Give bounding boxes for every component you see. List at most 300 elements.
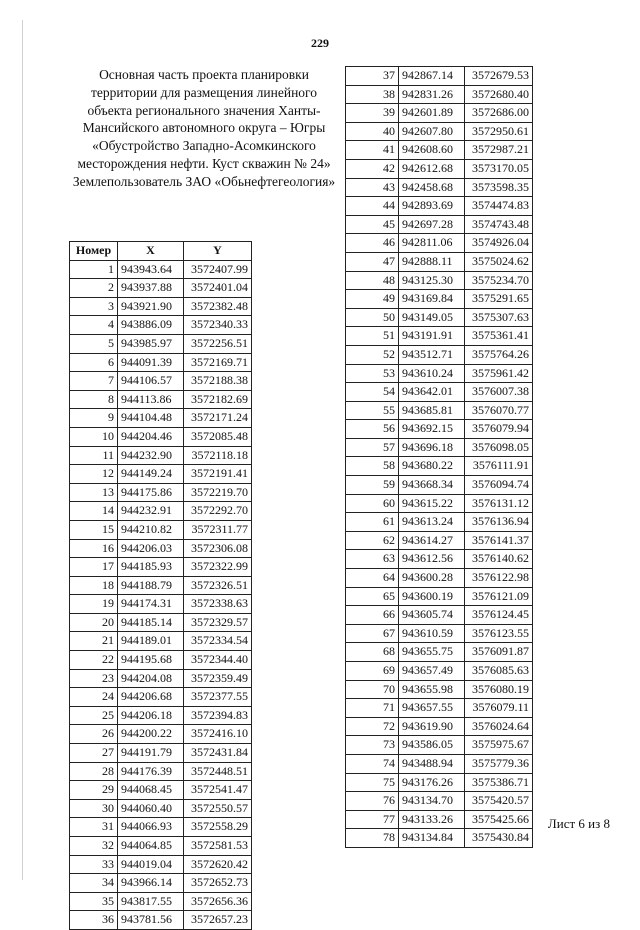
cell-number: 20 — [70, 613, 118, 632]
cell-number: 16 — [70, 539, 118, 558]
cell-x: 942458.68 — [399, 178, 465, 197]
table-row — [70, 483, 252, 502]
cell-x: 942811.06 — [399, 234, 465, 253]
cell-y: 3572448.51 — [184, 762, 252, 781]
cell-y: 3576079.94 — [465, 420, 533, 439]
cell-x: 943685.81 — [399, 401, 465, 420]
coordinates-table-left — [69, 241, 252, 930]
cell-number: 58 — [346, 457, 399, 476]
table-row — [346, 606, 533, 625]
table-row — [346, 327, 533, 346]
table-row — [70, 576, 252, 595]
table-row — [346, 438, 533, 457]
table-row — [346, 290, 533, 309]
table-row — [346, 531, 533, 550]
header-y: Y — [184, 242, 252, 261]
cell-y: 3572338.63 — [184, 595, 252, 614]
table-row — [346, 717, 533, 736]
cell-y: 3572987.21 — [465, 141, 533, 160]
cell-x: 943586.05 — [399, 736, 465, 755]
cell-y: 3576098.05 — [465, 438, 533, 457]
cell-number: 70 — [346, 680, 399, 699]
cell-number: 36 — [70, 911, 118, 930]
cell-y: 3574926.04 — [465, 234, 533, 253]
cell-number: 1 — [70, 260, 118, 279]
cell-y: 3575975.67 — [465, 736, 533, 755]
cell-number: 8 — [70, 390, 118, 409]
cell-x: 944210.82 — [118, 520, 184, 539]
cell-x: 942608.60 — [399, 141, 465, 160]
cell-y: 3574743.48 — [465, 215, 533, 234]
cell-y: 3576121.09 — [465, 587, 533, 606]
cell-y: 3572306.08 — [184, 539, 252, 558]
table-row — [70, 688, 252, 707]
cell-y: 3575234.70 — [465, 271, 533, 290]
table-row — [70, 520, 252, 539]
table-row — [70, 558, 252, 577]
cell-x: 944188.79 — [118, 576, 184, 595]
cell-x: 943605.74 — [399, 606, 465, 625]
table-row — [346, 792, 533, 811]
cell-y: 3572322.99 — [184, 558, 252, 577]
cell-number: 15 — [70, 520, 118, 539]
cell-x: 943512.71 — [399, 345, 465, 364]
cell-y: 3576140.62 — [465, 550, 533, 569]
sheet-counter: Лист 6 из 8 — [547, 816, 610, 831]
table-row — [70, 762, 252, 781]
cell-number: 72 — [346, 717, 399, 736]
cell-y: 3576080.19 — [465, 680, 533, 699]
cell-x: 944232.90 — [118, 446, 184, 465]
cell-x: 943134.84 — [399, 829, 465, 848]
cell-y: 3572394.83 — [184, 706, 252, 725]
cell-y: 3572326.51 — [184, 576, 252, 595]
cell-y: 3575361.41 — [465, 327, 533, 346]
table-row — [70, 409, 252, 428]
cell-y: 3576024.64 — [465, 717, 533, 736]
cell-x: 942888.11 — [399, 252, 465, 271]
cell-y: 3572686.00 — [465, 104, 533, 123]
cell-number: 75 — [346, 773, 399, 792]
cell-number: 41 — [346, 141, 399, 160]
cell-number: 38 — [346, 85, 399, 104]
cell-x: 943169.84 — [399, 290, 465, 309]
table-row — [346, 754, 533, 773]
cell-number: 18 — [70, 576, 118, 595]
table-row — [70, 632, 252, 651]
cell-y: 3576007.38 — [465, 383, 533, 402]
cell-x: 944206.03 — [118, 539, 184, 558]
table-row — [70, 725, 252, 744]
cell-x: 942601.89 — [399, 104, 465, 123]
cell-number: 61 — [346, 513, 399, 532]
cell-x: 942867.14 — [399, 67, 465, 86]
cell-x: 943817.55 — [118, 892, 184, 911]
cell-x: 943191.91 — [399, 327, 465, 346]
table-row — [346, 85, 533, 104]
cell-y: 3572382.48 — [184, 297, 252, 316]
cell-number: 27 — [70, 744, 118, 763]
cell-x: 942697.28 — [399, 215, 465, 234]
table-row — [70, 372, 252, 391]
table-row — [346, 197, 533, 216]
cell-y: 3572657.23 — [184, 911, 252, 930]
cell-x: 943655.98 — [399, 680, 465, 699]
table-row — [70, 539, 252, 558]
cell-y: 3575430.84 — [465, 829, 533, 848]
table-row — [346, 364, 533, 383]
cell-number: 26 — [70, 725, 118, 744]
cell-y: 3575420.57 — [465, 792, 533, 811]
cell-number: 28 — [70, 762, 118, 781]
cell-number: 71 — [346, 699, 399, 718]
cell-x: 943614.27 — [399, 531, 465, 550]
cell-x: 944104.48 — [118, 409, 184, 428]
cell-x: 944204.08 — [118, 669, 184, 688]
cell-x: 943488.94 — [399, 754, 465, 773]
cell-x: 944064.85 — [118, 837, 184, 856]
table-row — [346, 829, 533, 848]
cell-y: 3572182.69 — [184, 390, 252, 409]
cell-number: 3 — [70, 297, 118, 316]
cell-x: 943612.56 — [399, 550, 465, 569]
table-row — [346, 420, 533, 439]
table-row — [346, 159, 533, 178]
cell-x: 942612.68 — [399, 159, 465, 178]
table-row — [70, 279, 252, 298]
cell-number: 51 — [346, 327, 399, 346]
table-row — [346, 643, 533, 662]
cell-x: 944206.18 — [118, 706, 184, 725]
cell-x: 943966.14 — [118, 874, 184, 893]
cell-number: 11 — [70, 446, 118, 465]
cell-x: 943610.59 — [399, 624, 465, 643]
cell-number: 67 — [346, 624, 399, 643]
cell-number: 30 — [70, 799, 118, 818]
table-row — [346, 457, 533, 476]
table-row — [70, 911, 252, 930]
cell-x: 943615.22 — [399, 494, 465, 513]
cell-x: 944191.79 — [118, 744, 184, 763]
table-row — [70, 353, 252, 372]
table-row — [346, 736, 533, 755]
cell-x: 943134.70 — [399, 792, 465, 811]
table-row — [346, 476, 533, 495]
cell-y: 3572188.38 — [184, 372, 252, 391]
document-heading: Основная часть проекта планировки территории для размещения линейного объекта регионального значения Ханты-Мансийского автономного округа – Югры «Обустройство Западно-Асомкинского месторождения нефти. Куст скважин № 24» Землепользователь ЗАО «Обьнефтегеология» — [72, 67, 336, 189]
cell-number: 17 — [70, 558, 118, 577]
cell-number: 22 — [70, 651, 118, 670]
cell-y: 3576070.77 — [465, 401, 533, 420]
cell-x: 942893.69 — [399, 197, 465, 216]
cell-y: 3574474.83 — [465, 197, 533, 216]
cell-x: 944091.39 — [118, 353, 184, 372]
table-row — [70, 297, 252, 316]
table-row — [70, 316, 252, 335]
cell-x: 944066.93 — [118, 818, 184, 837]
cell-y: 3572292.70 — [184, 502, 252, 521]
cell-x: 943657.49 — [399, 662, 465, 681]
cell-y: 3576136.94 — [465, 513, 533, 532]
cell-number: 54 — [346, 383, 399, 402]
cell-y: 3573598.35 — [465, 178, 533, 197]
cell-x: 943781.56 — [118, 911, 184, 930]
cell-x: 944175.86 — [118, 483, 184, 502]
table-row — [346, 67, 533, 86]
cell-number: 2 — [70, 279, 118, 298]
coordinates-table-right — [345, 66, 533, 848]
table-row — [346, 810, 533, 829]
cell-x: 943600.19 — [399, 587, 465, 606]
cell-y: 3575024.62 — [465, 252, 533, 271]
cell-number: 65 — [346, 587, 399, 606]
table-row — [346, 122, 533, 141]
cell-number: 35 — [70, 892, 118, 911]
cell-x: 943613.24 — [399, 513, 465, 532]
cell-number: 49 — [346, 290, 399, 309]
cell-y: 3576124.45 — [465, 606, 533, 625]
cell-y: 3572191.41 — [184, 465, 252, 484]
cell-x: 943696.18 — [399, 438, 465, 457]
cell-number: 76 — [346, 792, 399, 811]
cell-x: 944106.57 — [118, 372, 184, 391]
cell-number: 6 — [70, 353, 118, 372]
cell-x: 943680.22 — [399, 457, 465, 476]
cell-number: 12 — [70, 465, 118, 484]
cell-number: 42 — [346, 159, 399, 178]
cell-x: 944206.68 — [118, 688, 184, 707]
table-row — [70, 502, 252, 521]
cell-number: 78 — [346, 829, 399, 848]
table-row — [346, 699, 533, 718]
cell-x: 943668.34 — [399, 476, 465, 495]
cell-y: 3572652.73 — [184, 874, 252, 893]
cell-x: 943886.09 — [118, 316, 184, 335]
cell-x: 943692.15 — [399, 420, 465, 439]
cell-x: 943985.97 — [118, 334, 184, 353]
cell-x: 944185.93 — [118, 558, 184, 577]
cell-number: 29 — [70, 781, 118, 800]
cell-x: 944113.86 — [118, 390, 184, 409]
cell-y: 3575425.66 — [465, 810, 533, 829]
table-row — [346, 252, 533, 271]
cell-number: 56 — [346, 420, 399, 439]
cell-x: 944195.68 — [118, 651, 184, 670]
cell-number: 24 — [70, 688, 118, 707]
table-row — [346, 215, 533, 234]
cell-number: 32 — [70, 837, 118, 856]
cell-x: 943642.01 — [399, 383, 465, 402]
cell-y: 3576079.11 — [465, 699, 533, 718]
table-row — [70, 706, 252, 725]
cell-number: 77 — [346, 810, 399, 829]
cell-y: 3572256.51 — [184, 334, 252, 353]
table-row — [346, 550, 533, 569]
cell-x: 944189.01 — [118, 632, 184, 651]
table-row — [70, 781, 252, 800]
table-row — [346, 494, 533, 513]
cell-number: 55 — [346, 401, 399, 420]
cell-y: 3572340.33 — [184, 316, 252, 335]
cell-number: 44 — [346, 197, 399, 216]
cell-y: 3576091.87 — [465, 643, 533, 662]
table-row — [346, 587, 533, 606]
cell-number: 46 — [346, 234, 399, 253]
cell-number: 57 — [346, 438, 399, 457]
table-row — [346, 383, 533, 402]
cell-y: 3572656.36 — [184, 892, 252, 911]
cell-x: 943149.05 — [399, 308, 465, 327]
cell-x: 944149.24 — [118, 465, 184, 484]
cell-y: 3572344.40 — [184, 651, 252, 670]
cell-y: 3572679.53 — [465, 67, 533, 86]
cell-number: 10 — [70, 427, 118, 446]
cell-number: 52 — [346, 345, 399, 364]
cell-x: 943657.55 — [399, 699, 465, 718]
table-row — [346, 308, 533, 327]
cell-y: 3572416.10 — [184, 725, 252, 744]
cell-y: 3576111.91 — [465, 457, 533, 476]
table-row — [70, 595, 252, 614]
cell-x: 943937.88 — [118, 279, 184, 298]
cell-number: 34 — [70, 874, 118, 893]
cell-number: 21 — [70, 632, 118, 651]
cell-number: 5 — [70, 334, 118, 353]
cell-x: 944019.04 — [118, 855, 184, 874]
cell-number: 23 — [70, 669, 118, 688]
table-row — [70, 390, 252, 409]
cell-x: 943610.24 — [399, 364, 465, 383]
cell-number: 63 — [346, 550, 399, 569]
cell-number: 39 — [346, 104, 399, 123]
table-row — [70, 818, 252, 837]
cell-number: 73 — [346, 736, 399, 755]
table-row — [70, 892, 252, 911]
cell-number: 62 — [346, 531, 399, 550]
table-row — [346, 104, 533, 123]
table-row — [70, 651, 252, 670]
table-row — [70, 465, 252, 484]
table-row — [346, 569, 533, 588]
cell-y: 3575386.71 — [465, 773, 533, 792]
cell-y: 3575779.36 — [465, 754, 533, 773]
cell-x: 944068.45 — [118, 781, 184, 800]
cell-x: 943921.90 — [118, 297, 184, 316]
table-row — [70, 855, 252, 874]
cell-y: 3576094.74 — [465, 476, 533, 495]
cell-number: 50 — [346, 308, 399, 327]
table-row — [70, 446, 252, 465]
cell-y: 3572680.40 — [465, 85, 533, 104]
cell-y: 3572359.49 — [184, 669, 252, 688]
cell-number: 45 — [346, 215, 399, 234]
table-row — [70, 427, 252, 446]
cell-number: 14 — [70, 502, 118, 521]
cell-y: 3572407.99 — [184, 260, 252, 279]
cell-number: 4 — [70, 316, 118, 335]
header-x: X — [118, 242, 184, 261]
cell-number: 53 — [346, 364, 399, 383]
cell-number: 48 — [346, 271, 399, 290]
cell-number: 59 — [346, 476, 399, 495]
cell-number: 7 — [70, 372, 118, 391]
table-row — [346, 624, 533, 643]
table-row — [70, 260, 252, 279]
table-row — [346, 141, 533, 160]
cell-x: 944232.91 — [118, 502, 184, 521]
cell-y: 3576141.37 — [465, 531, 533, 550]
table-row — [70, 669, 252, 688]
cell-x: 942831.26 — [399, 85, 465, 104]
table-row — [346, 662, 533, 681]
table-row — [346, 234, 533, 253]
cell-number: 33 — [70, 855, 118, 874]
table-row — [346, 345, 533, 364]
table-row — [70, 744, 252, 763]
cell-x: 942607.80 — [399, 122, 465, 141]
cell-number: 9 — [70, 409, 118, 428]
cell-number: 47 — [346, 252, 399, 271]
cell-y: 3572541.47 — [184, 781, 252, 800]
cell-number: 31 — [70, 818, 118, 837]
cell-x: 944174.31 — [118, 595, 184, 614]
cell-y: 3572329.57 — [184, 613, 252, 632]
cell-number: 74 — [346, 754, 399, 773]
cell-x: 943125.30 — [399, 271, 465, 290]
cell-number: 37 — [346, 67, 399, 86]
header-number: Номер — [70, 242, 118, 261]
cell-x: 944204.46 — [118, 427, 184, 446]
cell-number: 64 — [346, 569, 399, 588]
table-row — [70, 837, 252, 856]
cell-number: 66 — [346, 606, 399, 625]
cell-x: 943619.90 — [399, 717, 465, 736]
cell-y: 3576085.63 — [465, 662, 533, 681]
cell-x: 943176.26 — [399, 773, 465, 792]
cell-y: 3572311.77 — [184, 520, 252, 539]
page-number: 229 — [311, 36, 329, 50]
cell-y: 3572171.24 — [184, 409, 252, 428]
cell-y: 3573170.05 — [465, 159, 533, 178]
cell-x: 944060.40 — [118, 799, 184, 818]
cell-y: 3572558.29 — [184, 818, 252, 837]
cell-y: 3572620.42 — [184, 855, 252, 874]
cell-number: 19 — [70, 595, 118, 614]
cell-number: 68 — [346, 643, 399, 662]
cell-x: 943943.64 — [118, 260, 184, 279]
cell-y: 3572334.54 — [184, 632, 252, 651]
cell-number: 43 — [346, 178, 399, 197]
cell-x: 943655.75 — [399, 643, 465, 662]
cell-x: 943133.26 — [399, 810, 465, 829]
cell-y: 3572169.71 — [184, 353, 252, 372]
cell-y: 3575961.42 — [465, 364, 533, 383]
cell-y: 3572550.57 — [184, 799, 252, 818]
table-row — [346, 178, 533, 197]
table-row — [70, 874, 252, 893]
cell-y: 3572401.04 — [184, 279, 252, 298]
cell-y: 3576123.55 — [465, 624, 533, 643]
table-row — [346, 401, 533, 420]
table-row — [70, 613, 252, 632]
cell-y: 3572950.61 — [465, 122, 533, 141]
cell-number: 25 — [70, 706, 118, 725]
table-row — [346, 271, 533, 290]
cell-y: 3572118.18 — [184, 446, 252, 465]
cell-y: 3575764.26 — [465, 345, 533, 364]
cell-x: 944200.22 — [118, 725, 184, 744]
cell-y: 3572431.84 — [184, 744, 252, 763]
